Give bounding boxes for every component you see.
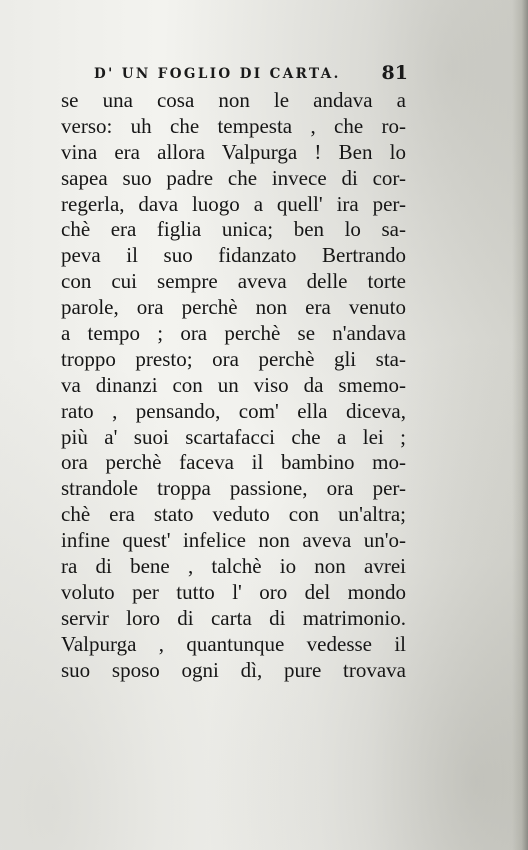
text-line: più a' suoi scartafacci che a lei ; [61, 424, 406, 449]
running-header [60, 62, 410, 88]
text-line: strandole troppa passione, ora per- [61, 476, 406, 501]
text-line: rato , pensando, com' ella diceva, [61, 398, 406, 423]
text-line: infine quest' infelice non aveva un'o- [61, 528, 406, 553]
page-number: 81 [381, 62, 408, 84]
text-line: suo sposo ogni dì, pure trovava [61, 657, 406, 682]
text-line: regerla, dava luogo a quell' ira per- [61, 191, 406, 216]
text-line: servir loro di carta di matrimonio. [61, 605, 406, 630]
text-line: ora perchè faceva il bambino mo- [61, 450, 406, 475]
text-line: chè era figlia unica; ben lo sa- [61, 217, 406, 242]
text-line: troppo presto; ora perchè gli sta- [61, 346, 406, 371]
text-line: verso: uh che tempesta , che ro- [61, 113, 406, 138]
text-line: con cui sempre aveva delle torte [61, 269, 406, 294]
text-line: chè era stato veduto con un'altra; [61, 502, 406, 527]
text-line: se una cosa non le andava a [61, 88, 406, 112]
text-line: Valpurga , quantunque vedesse il [61, 631, 406, 656]
text-line: peva il suo fidanzato Bertrando [61, 243, 406, 268]
text-line: sapea suo padre che invece di cor- [61, 165, 406, 190]
running-title: D' UN FOGLIO DI CARTA. [94, 66, 341, 82]
text-line: voluto per tutto l' oro del mondo [61, 579, 406, 604]
text-line: ra di bene , talchè io non avrei [61, 554, 406, 579]
text-line: parole, ora perchè non era venuto [61, 295, 406, 320]
page-edge-shadow [512, 0, 528, 850]
text-line: va dinanzi con un viso da smemo- [61, 372, 406, 397]
text-line: vina era allora Valpurga ! Ben lo [61, 139, 406, 164]
body-text [61, 88, 406, 683]
text-line: a tempo ; ora perchè se n'andava [61, 321, 406, 346]
